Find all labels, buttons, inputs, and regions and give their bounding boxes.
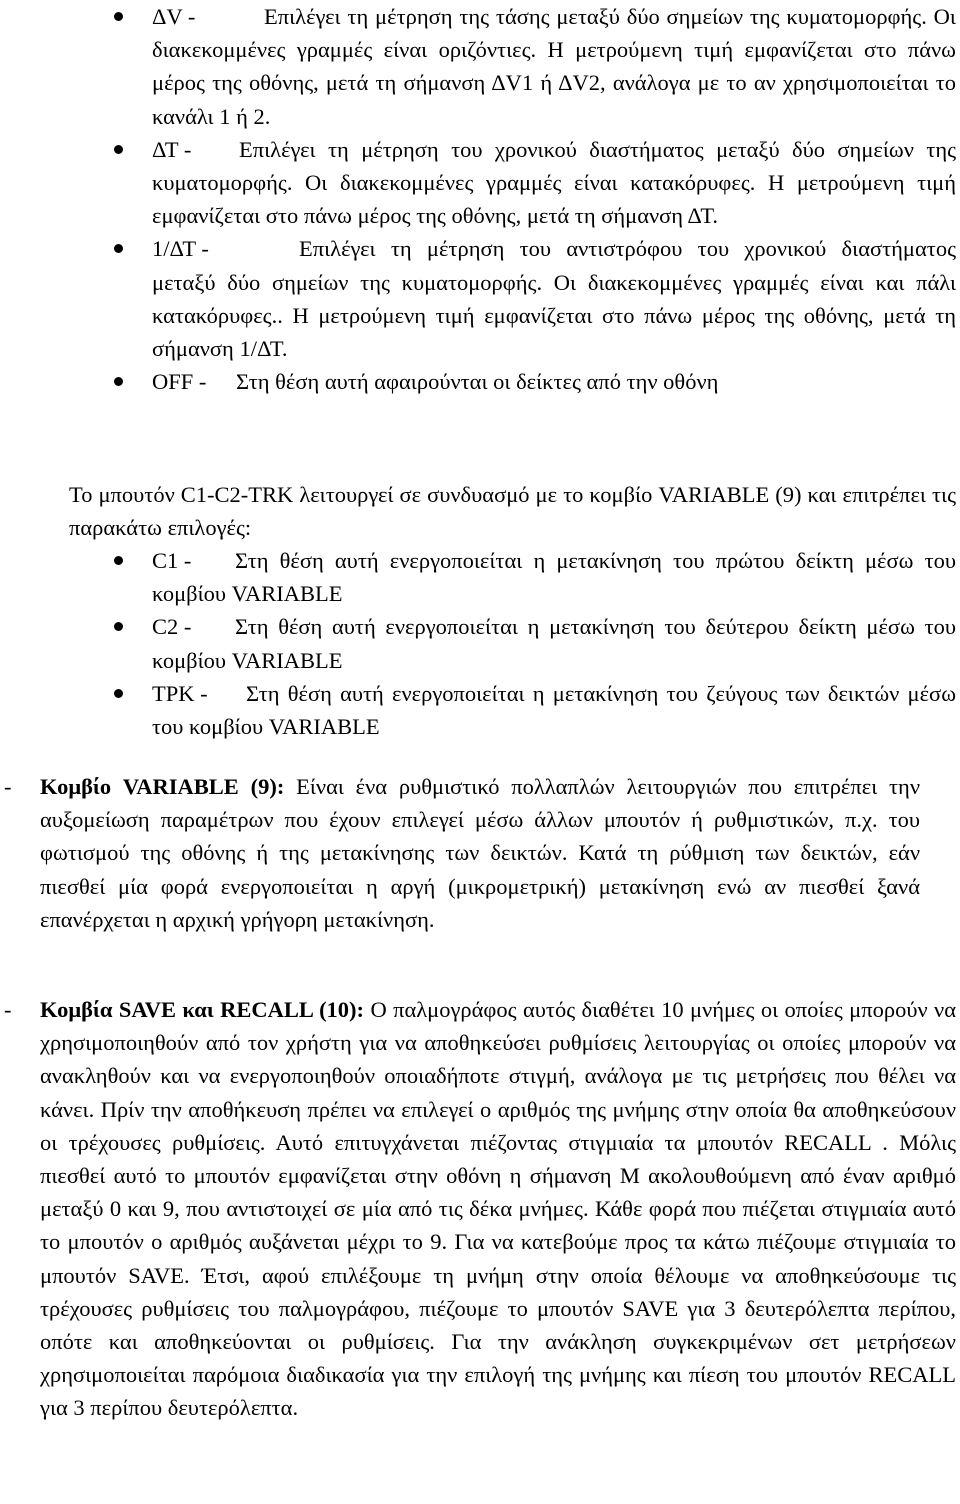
list-item-tpk xyxy=(152,677,956,743)
item-label: TPK - xyxy=(152,680,208,706)
list-item-delta-v xyxy=(152,0,956,133)
list-item-c1 xyxy=(152,544,956,610)
item-text: Στη θέση αυτή ενεργοποιείται η μετακίνηση του ζεύγους των δεικτών μέσω του κομβίου VARIABLE xyxy=(152,680,956,740)
bullet-icon xyxy=(114,145,123,154)
item-label: C1 - xyxy=(152,548,192,573)
bullet-icon xyxy=(114,377,123,386)
item-text: Επιλέγει τη μέτρηση της τάσης μεταξύ δύο σημείων της κυματομορφής. Οι διακεκομμένες γραμμές είναι οριζόντιες. Η μετρούμενη τιμή εμφανίζεται στο πάνω μέρος της οθόνης, μετά τη σήμανση ΔV1 ή ΔV2, ανάλογα με το αν χρησιμοποιείται το κανάλι 1 ή 2. xyxy=(152,4,956,129)
bullet-icon xyxy=(114,622,123,631)
bullet-icon xyxy=(114,556,123,565)
item-label: ΔV - xyxy=(152,4,196,29)
cursor-mode-list xyxy=(152,0,956,398)
list-item-c2 xyxy=(152,610,956,676)
bullet-icon xyxy=(114,244,123,253)
section-title: Κομβία SAVE και RECALL (10): xyxy=(40,997,365,1022)
item-label: 1/ΔΤ - xyxy=(152,236,209,262)
item-text: Στη θέση αυτή ενεργοποιείται η μετακίνηση του πρώτου δείκτη μέσω του κομβίου VARIABLE xyxy=(152,548,956,607)
item-label: ΔΤ - xyxy=(152,136,192,162)
list-item-off xyxy=(152,365,956,398)
item-text: Επιλέγει τη μέτρηση του αντιστρόφου του χρονικού διαστήματος μεταξύ δύο σημείων της κυματομορφής. Οι διακεκομμένες γραμμές είναι και πάλι κατακόρυφες.. Η μετρούμενη τιμή εμφανίζεται στο πάνω μέρος της οθόνης, μετά τη σήμανση 1/ΔΤ. xyxy=(152,236,956,362)
dash-marker: - xyxy=(4,997,12,1022)
bullet-icon xyxy=(114,12,123,21)
list-item-delta-t xyxy=(152,133,956,233)
item-text: Στη θέση αυτή ενεργοποιείται η μετακίνηση του δεύτερου δείκτη μέσω του κομβίου VARIABLE xyxy=(152,614,956,673)
dash-marker: - xyxy=(4,774,12,799)
list-item-inverse-delta-t xyxy=(152,232,956,365)
section-title: Κομβίο VARIABLE (9): xyxy=(40,774,285,799)
variable-knob-section xyxy=(4,770,921,936)
save-recall-section xyxy=(4,993,957,1425)
trk-option-list xyxy=(152,544,956,743)
section-text: Είναι ένα ρυθμιστικό πολλαπλών λειτουργιών που επιτρέπει την αυξομείωση παραμέτρων που έχουν επιλεγεί μέσω άλλων μπουτόν ή ρυθμιστικών, π.χ. του φωτισμού της οθόνης ή της μετακίνησης των δεικτών. Κατά τη ρύθμιση των δεικτών, εάν πιεσθεί μία φορά ενεργοποιείται η αργή (μικρομετρική) μετακίνηση ενώ αν πιεσθεί ξανά επανέρχεται η αρχική γρήγορη μετακίνηση. xyxy=(40,774,921,932)
item-text: Επιλέγει τη μέτρηση του χρονικού διαστήματος μεταξύ δύο σημείων της κυματομορφής. Οι διακεκομμένες γραμμές είναι κατακόρυφες. Η μετρούμενη τιμή εμφανίζεται στο πάνω μέρος της οθόνης, μετά τη σήμανση ΔΤ. xyxy=(152,136,956,229)
item-label: OFF - xyxy=(152,369,207,395)
item-label: C2 - xyxy=(152,614,192,640)
bullet-icon xyxy=(114,689,123,698)
item-text: Στη θέση αυτή αφαιρούνται οι δείκτες από την οθόνη xyxy=(236,369,719,395)
trk-paragraph: Το μπουτόν C1-C2-TRK λειτουργεί σε συνδυασμό με το κομβίο VARIABLE (9) και επιτρέπει τις παρακάτω επιλογές: xyxy=(69,482,956,541)
section-text: Ο παλμογράφος αυτός διαθέτει 10 μνήμες οι οποίες μπορούν να χρησιμοποιηθούν από τον χρήστη για να αποθηκεύσει ρυθμίσεις λειτουργίας οι οποίες μπορούν να ανακληθούν και να ενεργοποιηθούν οποιαδήποτε στιγμή, ανάλογα με τις μετρήσεις που θέλει να κάνει. Πρίν την αποθήκευση πρέπει να επιλεγεί ο αριθμός της μνήμης στην οποία θα αποθηκεύσουν οι τρέχουσες ρυθμίσεις. Αυτό επιτυγχάνεται πιέζοντας στιγμιαία τα μπουτόν RECALL . Μόλις πιεσθεί αυτό το μπουτόν εμφανίζεται στην οθόνη η σήμανση Μ ακολουθούμενη από έναν αριθμό μεταξύ 0 και 9, που αντιστοιχεί σε μία από τις δέκα μνήμες. Κάθε φορά που πιέζεται στιγμιαία αυτό το μπουτόν ο αριθμός αυξάνεται μέχρι το 9. Για να κατεβούμε προς τα κάτω πιέζουμε στιγμιαία το μπουτόν SAVE. Έτσι, αφού επιλέξουμε τη μνήμη στην οποία θέλουμε να αποθηκεύσουμε τις τρέχουσες ρυθμίσεις του παλμογράφου, πιέζουμε το μπουτόν SAVE για 3 δευτερόλεπτα περίπου, οπότε και αποθηκεύονται οι ρυθμίσεις. Για την ανάκληση συγκεκριμένων σετ μετρήσεων χρησιμοποιείται παρόμοια διαδικασία για την επιλογή της μνήμης και πίεση του μπουτόν RECALL για 3 περίπου δευτερόλεπτα. xyxy=(40,997,957,1421)
